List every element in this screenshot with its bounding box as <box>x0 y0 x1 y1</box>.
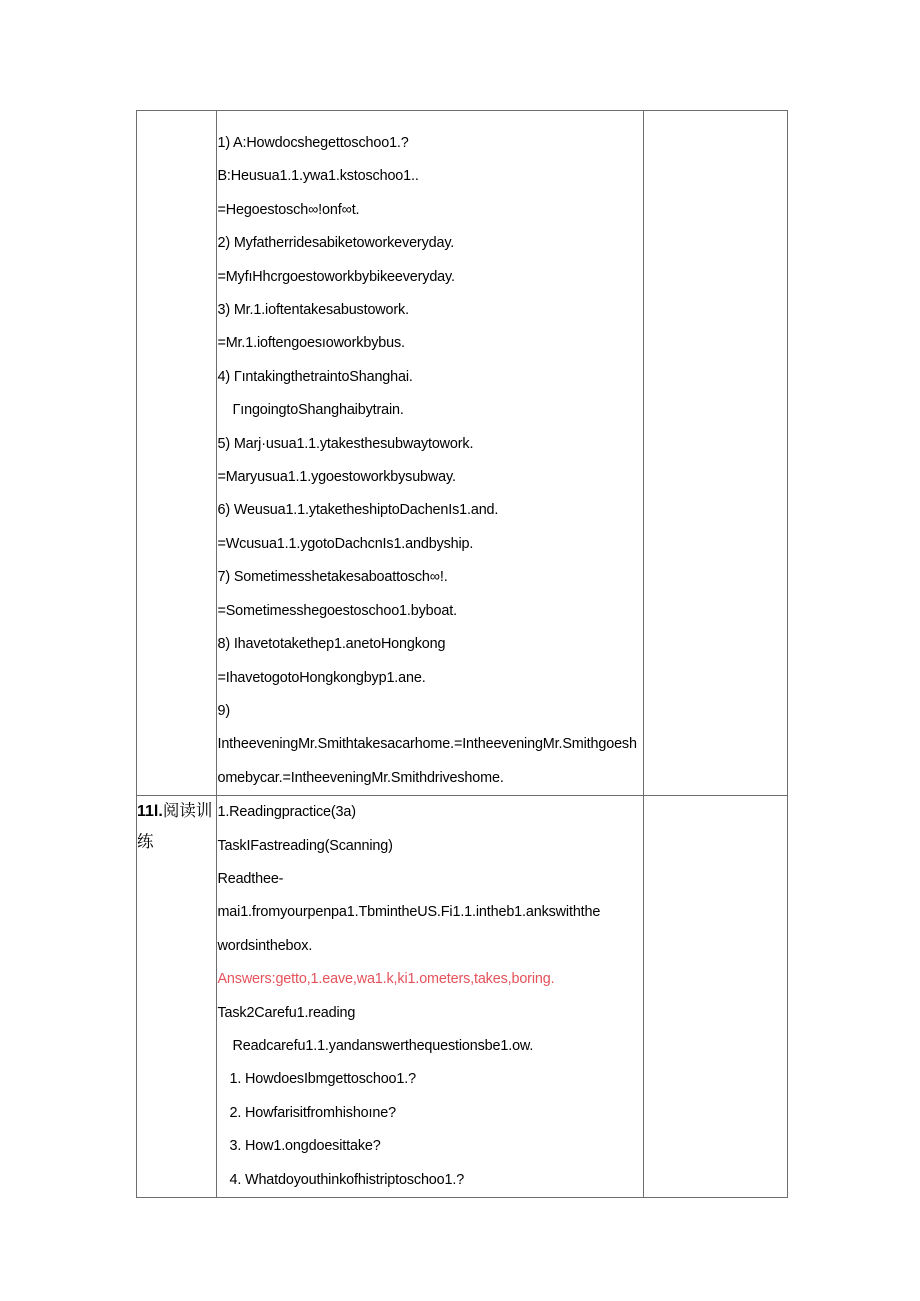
body-line: =Hegoestosch∞!onf∞t. <box>217 201 360 218</box>
body-line: TaskIFastreading(Scanning) <box>217 837 393 854</box>
body-line: =MyfıHhcrgoestoworkbybikeeveryday. <box>217 268 455 285</box>
body-line: =IhavetogotoHongkongbyp1.ane. <box>217 669 426 686</box>
body-line: =Mr.1.ioftengoesıoworkbybus. <box>217 335 405 352</box>
row-body-cell <box>217 796 643 1198</box>
body-line: 8) Ihavetotakethep1.anetoHongkong <box>217 636 446 653</box>
body-line: 3) Mr.1.ioftentakesabustowork. <box>217 302 409 319</box>
body-line: 4) ΓıntakingthetraintoShanghai. <box>217 368 413 385</box>
answers-line: Answers:getto,1.eave,wa1.k,ki1.ometers,takes,boring. <box>217 971 555 988</box>
row-label-cell <box>137 111 217 796</box>
row-label-cell <box>137 796 217 1198</box>
body-line: =Sometimesshegoestoschoo1.byboat. <box>217 602 457 619</box>
body-line: Readcarefu1.1.yandanswerthequestionsbe1.ow. <box>232 1037 534 1054</box>
question-line: 2. Howfarisitfromhishoıne? <box>229 1104 396 1121</box>
body-line: 9) IntheeveningMr.Smithtakesacarhome.=IntheeveningMr.Smithgoeshomebycar.=IntheeveningMr.Smithdriveshome. <box>217 702 637 786</box>
body-line: 5) Marj·usua1.1.ytakesthesubwaytowork. <box>217 435 474 452</box>
body-line: 1.Readingpractice(3a) <box>217 804 356 821</box>
question-line: 4. Whatdoyouthinkofhistriptoschoo1.? <box>229 1171 465 1188</box>
body-line: ΓıngoingtoShanghaibytrain. <box>232 402 404 419</box>
row-note-cell <box>643 111 787 796</box>
row-label-text <box>137 796 216 857</box>
row-label-number: 11l. <box>137 803 163 821</box>
table-row <box>137 796 788 1198</box>
body-line: Readthee- <box>217 870 284 887</box>
body-line: 2) Myfatherridesabiketoworkeveryday. <box>217 235 455 252</box>
body-line: 7) Sometimesshetakesaboattosch∞!. <box>217 569 448 586</box>
question-line: 1. HowdoesIbmgettoschoo1.? <box>229 1071 416 1088</box>
row-body-cell <box>217 111 643 796</box>
table-clip-region <box>136 110 788 1188</box>
question-line: 3. How1.ongdoesittake? <box>229 1138 381 1155</box>
body-line: 6) Weusua1.1.ytaketheshiptoDachenIs1.and. <box>217 502 499 519</box>
row-label-chinese: 阅读训练 <box>137 801 213 852</box>
body-line: mai1.fromyourpenpa1.TbmintheUS.Fi1.1.intheb1.ankswiththe <box>217 904 601 921</box>
body-line: wordsinthebox. <box>217 937 313 954</box>
table-body <box>137 111 788 1198</box>
body-line: B:Heusua1.1.ywa1.kstoschoo1.. <box>217 168 419 185</box>
body-top-spacer <box>217 111 642 127</box>
body-line: 1) A:Howdocshegettoschoo1.? <box>217 135 409 151</box>
table-row <box>137 111 788 796</box>
body-line: =Wcusua1.1.ygotoDachcnIs1.andbyship. <box>217 535 474 552</box>
body-line: Task2Carefu1.reading <box>217 1004 356 1021</box>
body-line: =Maryusua1.1.ygoestoworkbysubway. <box>217 469 456 486</box>
row-note-cell <box>643 796 787 1198</box>
lesson-plan-table <box>136 110 788 1198</box>
